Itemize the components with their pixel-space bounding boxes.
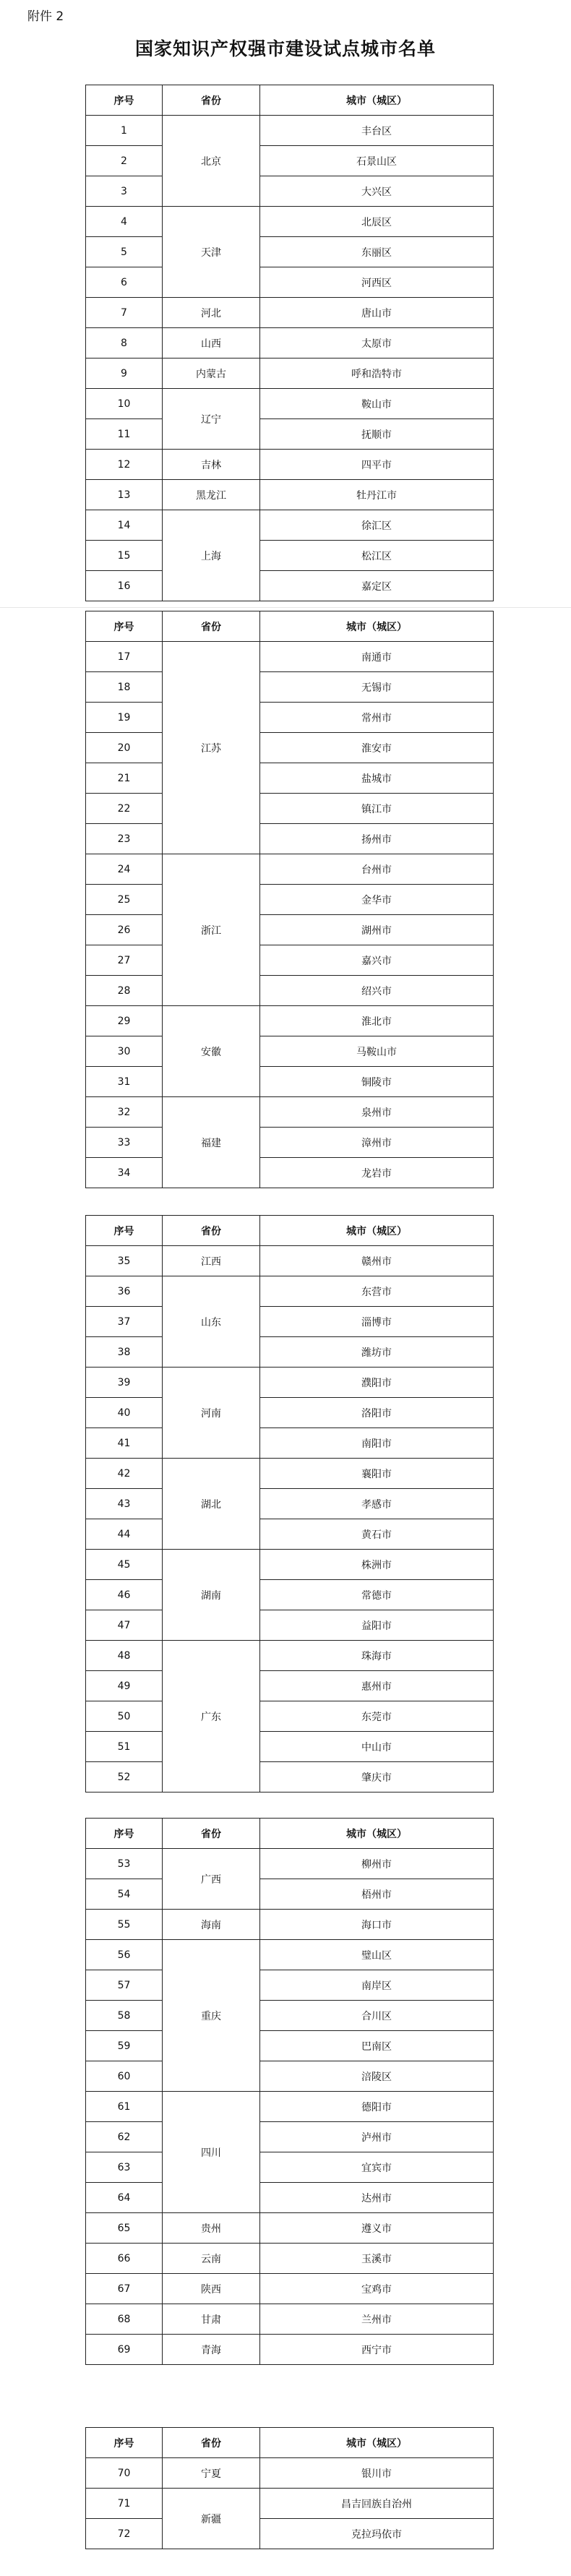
- seq-cell: 51: [86, 1732, 163, 1762]
- header-province: 省份: [163, 2428, 260, 2458]
- city-cell: 马鞍山市: [260, 1036, 494, 1067]
- city-cell: 泸州市: [260, 2122, 494, 2152]
- province-cell: 辽宁: [163, 389, 260, 450]
- city-cell: 克拉玛依市: [260, 2519, 494, 2549]
- seq-cell: 60: [86, 2061, 163, 2092]
- city-cell: 合川区: [260, 2001, 494, 2031]
- city-cell: 丰台区: [260, 116, 494, 146]
- table-row: [86, 915, 494, 945]
- table-row: [86, 854, 494, 885]
- table-row: [86, 2001, 494, 2031]
- seq-cell: 54: [86, 1879, 163, 1910]
- table-row: [86, 1276, 494, 1307]
- table-row: [86, 2061, 494, 2092]
- table-row: [86, 2304, 494, 2335]
- seq-cell: 47: [86, 1610, 163, 1641]
- seq-cell: 61: [86, 2092, 163, 2122]
- table-header-row: [86, 1216, 494, 1246]
- seq-cell: 37: [86, 1307, 163, 1337]
- city-cell: 四平市: [260, 450, 494, 480]
- city-cell: 镇江市: [260, 794, 494, 824]
- seq-cell: 59: [86, 2031, 163, 2061]
- table-row: [86, 146, 494, 176]
- seq-cell: 35: [86, 1246, 163, 1276]
- table-row: [86, 1337, 494, 1368]
- city-cell: 龙岩市: [260, 1158, 494, 1188]
- table-row: [86, 450, 494, 480]
- table-row: [86, 571, 494, 601]
- seq-cell: 63: [86, 2152, 163, 2183]
- province-cell: 广东: [163, 1641, 260, 1793]
- city-cell: 南通市: [260, 642, 494, 672]
- city-cell: 柳州市: [260, 1849, 494, 1879]
- province-cell: 宁夏: [163, 2458, 260, 2489]
- city-cell: 东丽区: [260, 237, 494, 267]
- seq-cell: 57: [86, 1970, 163, 2001]
- seq-cell: 50: [86, 1701, 163, 1732]
- city-cell: 牡丹江市: [260, 480, 494, 510]
- table-row: [86, 1519, 494, 1550]
- city-cell: 玉溪市: [260, 2244, 494, 2274]
- city-cell: 梧州市: [260, 1879, 494, 1910]
- city-table-section: [85, 1818, 494, 2365]
- seq-cell: 32: [86, 1097, 163, 1128]
- table-row: [86, 1940, 494, 1970]
- city-cell: 黄石市: [260, 1519, 494, 1550]
- city-cell: 宜宾市: [260, 2152, 494, 2183]
- table-row: [86, 885, 494, 915]
- table-row: [86, 1368, 494, 1398]
- seq-cell: 33: [86, 1128, 163, 1158]
- seq-cell: 68: [86, 2304, 163, 2335]
- table-row: [86, 2152, 494, 2183]
- seq-cell: 34: [86, 1158, 163, 1188]
- table-row: [86, 733, 494, 763]
- table-row: [86, 1307, 494, 1337]
- province-cell: 甘肃: [163, 2304, 260, 2335]
- city-cell: 德阳市: [260, 2092, 494, 2122]
- province-cell: 吉林: [163, 450, 260, 480]
- city-cell: 无锡市: [260, 672, 494, 703]
- province-cell: 福建: [163, 1097, 260, 1188]
- city-cell: 东莞市: [260, 1701, 494, 1732]
- city-table-section: [85, 611, 494, 1188]
- table-row: [86, 176, 494, 207]
- province-cell: 河南: [163, 1368, 260, 1459]
- seq-cell: 69: [86, 2335, 163, 2365]
- seq-cell: 22: [86, 794, 163, 824]
- province-cell: 北京: [163, 116, 260, 207]
- table-row: [86, 642, 494, 672]
- table-row: [86, 207, 494, 237]
- table-row: [86, 2213, 494, 2244]
- city-cell: 惠州市: [260, 1671, 494, 1701]
- seq-cell: 19: [86, 703, 163, 733]
- seq-cell: 46: [86, 1580, 163, 1610]
- header-city: 城市（城区）: [260, 1216, 494, 1246]
- seq-cell: 26: [86, 915, 163, 945]
- city-cell: 遵义市: [260, 2213, 494, 2244]
- table-row: [86, 703, 494, 733]
- table-row: [86, 359, 494, 389]
- city-cell: 淄博市: [260, 1307, 494, 1337]
- table-row: [86, 1067, 494, 1097]
- city-cell: 涪陵区: [260, 2061, 494, 2092]
- province-cell: 黑龙江: [163, 480, 260, 510]
- seq-cell: 5: [86, 237, 163, 267]
- city-cell: 洛阳市: [260, 1398, 494, 1428]
- seq-cell: 15: [86, 541, 163, 571]
- table-row: [86, 1610, 494, 1641]
- table-row: [86, 945, 494, 976]
- city-cell: 嘉兴市: [260, 945, 494, 976]
- seq-cell: 67: [86, 2274, 163, 2304]
- city-cell: 徐汇区: [260, 510, 494, 541]
- city-cell: 璧山区: [260, 1940, 494, 1970]
- city-cell: 唐山市: [260, 298, 494, 328]
- table-row: [86, 541, 494, 571]
- table-row: [86, 794, 494, 824]
- table-row: [86, 1910, 494, 1940]
- city-cell: 肇庆市: [260, 1762, 494, 1793]
- city-cell: 西宁市: [260, 2335, 494, 2365]
- table-row: [86, 1550, 494, 1580]
- province-cell: 内蒙古: [163, 359, 260, 389]
- city-cell: 银川市: [260, 2458, 494, 2489]
- seq-cell: 38: [86, 1337, 163, 1368]
- seq-cell: 48: [86, 1641, 163, 1671]
- table-row: [86, 2335, 494, 2365]
- province-cell: 安徽: [163, 1006, 260, 1097]
- seq-cell: 53: [86, 1849, 163, 1879]
- table-row: [86, 2274, 494, 2304]
- seq-cell: 16: [86, 571, 163, 601]
- header-province: 省份: [163, 611, 260, 642]
- city-cell: 襄阳市: [260, 1459, 494, 1489]
- header-province: 省份: [163, 1216, 260, 1246]
- table-row: [86, 2183, 494, 2213]
- table-row: [86, 237, 494, 267]
- table-row: [86, 298, 494, 328]
- city-cell: 松江区: [260, 541, 494, 571]
- table-row: [86, 480, 494, 510]
- table-row: [86, 419, 494, 450]
- city-cell: 太原市: [260, 328, 494, 359]
- province-cell: 江西: [163, 1246, 260, 1276]
- city-cell: 中山市: [260, 1732, 494, 1762]
- header-province: 省份: [163, 1819, 260, 1849]
- header-seq: 序号: [86, 2428, 163, 2458]
- city-cell: 淮安市: [260, 733, 494, 763]
- seq-cell: 71: [86, 2489, 163, 2519]
- seq-cell: 27: [86, 945, 163, 976]
- seq-cell: 49: [86, 1671, 163, 1701]
- table-row: [86, 1580, 494, 1610]
- province-cell: 青海: [163, 2335, 260, 2365]
- seq-cell: 4: [86, 207, 163, 237]
- table-header-row: [86, 611, 494, 642]
- city-cell: 金华市: [260, 885, 494, 915]
- seq-cell: 28: [86, 976, 163, 1006]
- seq-cell: 25: [86, 885, 163, 915]
- seq-cell: 31: [86, 1067, 163, 1097]
- table-row: [86, 2092, 494, 2122]
- table-row: [86, 1036, 494, 1067]
- city-cell: 鞍山市: [260, 389, 494, 419]
- province-cell: 重庆: [163, 1940, 260, 2092]
- seq-cell: 23: [86, 824, 163, 854]
- table-row: [86, 2489, 494, 2519]
- table-row: [86, 1970, 494, 2001]
- seq-cell: 45: [86, 1550, 163, 1580]
- city-cell: 铜陵市: [260, 1067, 494, 1097]
- city-cell: 绍兴市: [260, 976, 494, 1006]
- table-header-row: [86, 85, 494, 116]
- table-row: [86, 1128, 494, 1158]
- city-cell: 嘉定区: [260, 571, 494, 601]
- table-row: [86, 1428, 494, 1459]
- table-row: [86, 1879, 494, 1910]
- table-row: [86, 2244, 494, 2274]
- city-cell: 宝鸡市: [260, 2274, 494, 2304]
- city-cell: 孝感市: [260, 1489, 494, 1519]
- city-cell: 泉州市: [260, 1097, 494, 1128]
- table-row: [86, 2031, 494, 2061]
- seq-cell: 62: [86, 2122, 163, 2152]
- table-row: [86, 1849, 494, 1879]
- city-cell: 台州市: [260, 854, 494, 885]
- seq-cell: 21: [86, 763, 163, 794]
- table-row: [86, 510, 494, 541]
- table-row: [86, 267, 494, 298]
- city-cell: 赣州市: [260, 1246, 494, 1276]
- city-cell: 巴南区: [260, 2031, 494, 2061]
- seq-cell: 52: [86, 1762, 163, 1793]
- seq-cell: 13: [86, 480, 163, 510]
- table-row: [86, 672, 494, 703]
- header-seq: 序号: [86, 1819, 163, 1849]
- city-cell: 淮北市: [260, 1006, 494, 1036]
- province-cell: 广西: [163, 1849, 260, 1910]
- city-cell: 常德市: [260, 1580, 494, 1610]
- city-cell: 扬州市: [260, 824, 494, 854]
- table-row: [86, 1732, 494, 1762]
- table-row: [86, 976, 494, 1006]
- seq-cell: 39: [86, 1368, 163, 1398]
- table-row: [86, 1459, 494, 1489]
- province-cell: 山西: [163, 328, 260, 359]
- table-row: [86, 389, 494, 419]
- seq-cell: 30: [86, 1036, 163, 1067]
- city-cell: 呼和浩特市: [260, 359, 494, 389]
- table-row: [86, 2122, 494, 2152]
- seq-cell: 58: [86, 2001, 163, 2031]
- table-row: [86, 763, 494, 794]
- seq-cell: 43: [86, 1489, 163, 1519]
- seq-cell: 36: [86, 1276, 163, 1307]
- header-city: 城市（城区）: [260, 85, 494, 116]
- province-cell: 天津: [163, 207, 260, 298]
- province-cell: 贵州: [163, 2213, 260, 2244]
- province-cell: 湖南: [163, 1550, 260, 1641]
- header-seq: 序号: [86, 611, 163, 642]
- city-cell: 石景山区: [260, 146, 494, 176]
- table-row: [86, 2458, 494, 2489]
- seq-cell: 10: [86, 389, 163, 419]
- seq-cell: 64: [86, 2183, 163, 2213]
- table-row: [86, 1762, 494, 1793]
- seq-cell: 66: [86, 2244, 163, 2274]
- city-cell: 益阳市: [260, 1610, 494, 1641]
- header-seq: 序号: [86, 85, 163, 116]
- seq-cell: 24: [86, 854, 163, 885]
- city-cell: 漳州市: [260, 1128, 494, 1158]
- seq-cell: 18: [86, 672, 163, 703]
- header-city: 城市（城区）: [260, 611, 494, 642]
- table-row: [86, 116, 494, 146]
- city-cell: 昌吉回族自治州: [260, 2489, 494, 2519]
- province-cell: 湖北: [163, 1459, 260, 1550]
- seq-cell: 40: [86, 1398, 163, 1428]
- city-cell: 濮阳市: [260, 1368, 494, 1398]
- seq-cell: 2: [86, 146, 163, 176]
- province-cell: 江苏: [163, 642, 260, 854]
- city-cell: 株洲市: [260, 1550, 494, 1580]
- province-cell: 浙江: [163, 854, 260, 1006]
- city-cell: 南阳市: [260, 1428, 494, 1459]
- seq-cell: 8: [86, 328, 163, 359]
- seq-cell: 6: [86, 267, 163, 298]
- province-cell: 四川: [163, 2092, 260, 2213]
- city-table-section: [85, 85, 494, 601]
- province-cell: 云南: [163, 2244, 260, 2274]
- header-city: 城市（城区）: [260, 2428, 494, 2458]
- seq-cell: 70: [86, 2458, 163, 2489]
- table-row: [86, 1097, 494, 1128]
- province-cell: 山东: [163, 1276, 260, 1368]
- seq-cell: 7: [86, 298, 163, 328]
- table-header-row: [86, 2428, 494, 2458]
- seq-cell: 12: [86, 450, 163, 480]
- city-table-section: [85, 1215, 494, 1793]
- table-row: [86, 328, 494, 359]
- city-cell: 南岸区: [260, 1970, 494, 2001]
- seq-cell: 29: [86, 1006, 163, 1036]
- city-cell: 达州市: [260, 2183, 494, 2213]
- table-row: [86, 1701, 494, 1732]
- seq-cell: 1: [86, 116, 163, 146]
- table-row: [86, 1641, 494, 1671]
- header-seq: 序号: [86, 1216, 163, 1246]
- city-cell: 潍坊市: [260, 1337, 494, 1368]
- city-cell: 珠海市: [260, 1641, 494, 1671]
- seq-cell: 3: [86, 176, 163, 207]
- table-row: [86, 1398, 494, 1428]
- seq-cell: 65: [86, 2213, 163, 2244]
- city-cell: 兰州市: [260, 2304, 494, 2335]
- seq-cell: 42: [86, 1459, 163, 1489]
- table-row: [86, 1489, 494, 1519]
- city-cell: 盐城市: [260, 763, 494, 794]
- page-title: 国家知识产权强市建设试点城市名单: [134, 38, 436, 59]
- seq-cell: 9: [86, 359, 163, 389]
- seq-cell: 55: [86, 1910, 163, 1940]
- province-cell: 陕西: [163, 2274, 260, 2304]
- city-cell: 大兴区: [260, 176, 494, 207]
- table-row: [86, 1246, 494, 1276]
- table-row: [86, 824, 494, 854]
- city-cell: 北辰区: [260, 207, 494, 237]
- header-city: 城市（城区）: [260, 1819, 494, 1849]
- seq-cell: 41: [86, 1428, 163, 1459]
- table-header-row: [86, 1819, 494, 1849]
- city-cell: 海口市: [260, 1910, 494, 1940]
- city-cell: 湖州市: [260, 915, 494, 945]
- city-cell: 抚顺市: [260, 419, 494, 450]
- city-cell: 常州市: [260, 703, 494, 733]
- seq-cell: 44: [86, 1519, 163, 1550]
- province-cell: 河北: [163, 298, 260, 328]
- city-cell: 东营市: [260, 1276, 494, 1307]
- province-cell: 海南: [163, 1910, 260, 1940]
- seq-cell: 72: [86, 2519, 163, 2549]
- table-row: [86, 1671, 494, 1701]
- seq-cell: 11: [86, 419, 163, 450]
- seq-cell: 20: [86, 733, 163, 763]
- table-row: [86, 2519, 494, 2549]
- header-province: 省份: [163, 85, 260, 116]
- table-row: [86, 1006, 494, 1036]
- table-row: [86, 1158, 494, 1188]
- attachment-label: 附件 2: [27, 9, 64, 24]
- city-table-section: [85, 2427, 494, 2549]
- seq-cell: 56: [86, 1940, 163, 1970]
- page-break-divider: [0, 607, 571, 608]
- seq-cell: 17: [86, 642, 163, 672]
- province-cell: 上海: [163, 510, 260, 601]
- province-cell: 新疆: [163, 2489, 260, 2549]
- city-cell: 河西区: [260, 267, 494, 298]
- seq-cell: 14: [86, 510, 163, 541]
